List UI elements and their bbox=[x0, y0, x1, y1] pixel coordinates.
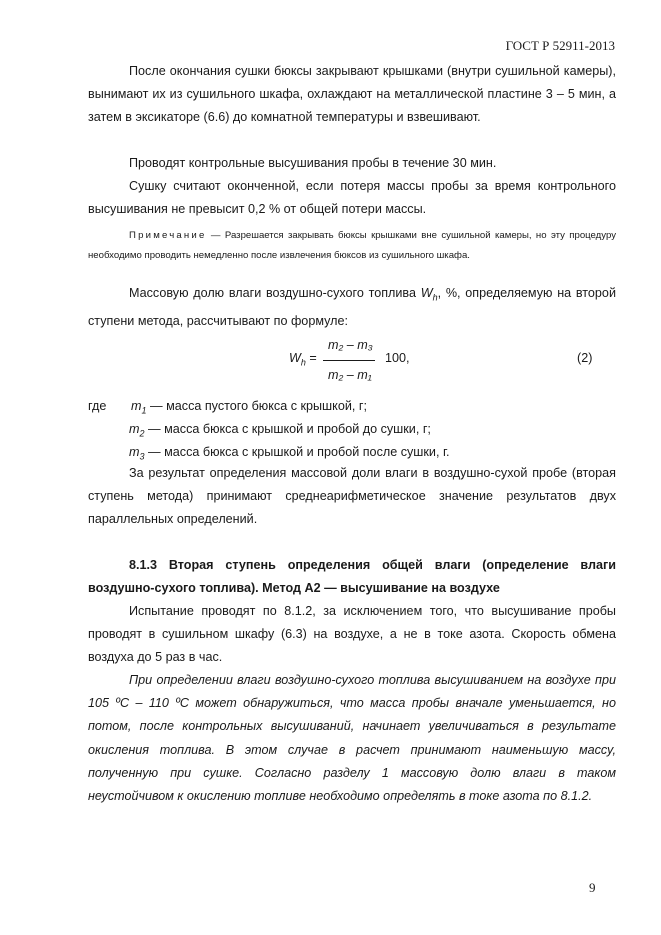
note-text: — Разрешается закрывать бюксы крышками вне сушильной камеры, но эту процедуру необходимо проводить немедленно после извлечения бюксов из сушильного шкафа. bbox=[88, 230, 616, 261]
paragraph-drying-end: После окончания сушки бюксы закрывают крышками (внутри сушильной камеры), вынимают их из сушильного шкафа, охлаждают на металлической пластине 3 – 5 мин, а затем в эксикаторе (6.6) до комнатной температуры и взвешивают. bbox=[88, 64, 616, 125]
paragraph-method-a2: Испытание проводят по 8.1.2, за исключением того, что высушивание пробы проводят в сушильном шкафу (6.3) на воздухе, а не в токе азота. Скорость обмена воздуха до 5 раз в час. bbox=[88, 604, 616, 665]
equation-number: (2) bbox=[577, 351, 593, 365]
paragraph-result: За результат определения массовой доли влаги в воздушно-сухой пробе (вторая ступень метода) принимают среднеарифметическое значение результатов двух параллельных определений. bbox=[88, 466, 616, 527]
legend-subscript: 1 bbox=[141, 405, 147, 416]
formula-lhs-subscript: h bbox=[300, 357, 306, 368]
legend-subscript: 3 bbox=[139, 451, 145, 462]
paragraph-drying-complete: Сушку считают оконченной, если потеря массы пробы за время контрольного высушивания не превысит 0,2 % от общей потери массы. bbox=[88, 179, 616, 217]
formula-equals: = bbox=[305, 351, 317, 365]
paragraph-formula-intro bbox=[88, 282, 616, 333]
legend-symbol: m bbox=[131, 399, 142, 413]
fraction-bar bbox=[323, 360, 375, 361]
formula-coefficient: 100, bbox=[385, 351, 410, 365]
formula-lhs-symbol: W bbox=[289, 351, 301, 365]
note-label: Примечание bbox=[129, 230, 207, 241]
legend-text: — масса бюкса с крышкой и пробой после сушки, г. bbox=[144, 445, 450, 459]
formula-denominator: m₂ – m₁ bbox=[328, 368, 372, 382]
legend-text: — масса бюкса с крышкой и пробой до сушки, г; bbox=[144, 422, 431, 436]
legend-text: — масса пустого бюкса с крышкой, г; bbox=[146, 399, 367, 413]
section-heading-8-1-3: 8.1.3 Вторая ступень определения общей влаги (определение влаги воздушно-сухого топлива). Метод А2 — высушивание на воздухе bbox=[88, 558, 616, 596]
formula-lhs bbox=[289, 351, 317, 368]
page-number: 9 bbox=[589, 880, 596, 895]
symbol-w: W bbox=[420, 286, 433, 300]
formula-intro-text: Массовую долю влаги воздушно-сухого топлива bbox=[129, 286, 421, 300]
note bbox=[88, 226, 616, 266]
legend-symbol: m bbox=[129, 422, 140, 436]
formula-numerator: m₂ – m₃ bbox=[328, 338, 373, 352]
paragraph-control-drying: Проводят контрольные высушивания пробы в течение 30 мин. bbox=[129, 156, 497, 170]
standard-header: ГОСТ Р 52911-2013 bbox=[505, 38, 615, 53]
paragraph-oxidation-note: При определении влаги воздушно-сухого топлива высушиванием на воздухе при 105 ºС – 110 ºС может обнаружиться, что масса пробы вначале уменьшается, но потом, после контрольных высушиваний, начинает увеличиваться в результате окисления топлива. В этом случае в расчет принимают наименьшую массу, полученную при сушке. Согласно разделу 1 массовую долю влаги в таком неустойчивом к окислению топливе необходимо определять в токе азота по 8.1.2. bbox=[88, 673, 616, 804]
legend-where: где bbox=[88, 399, 107, 413]
formula-intro-tail: , %, определяемую на второй ступени метода, рассчитывают по формуле: bbox=[88, 286, 616, 328]
legend-symbol: m bbox=[129, 445, 140, 459]
moisture-formula bbox=[289, 338, 429, 388]
symbol-w-subscript: h bbox=[432, 292, 438, 303]
legend-subscript: 2 bbox=[139, 428, 145, 439]
